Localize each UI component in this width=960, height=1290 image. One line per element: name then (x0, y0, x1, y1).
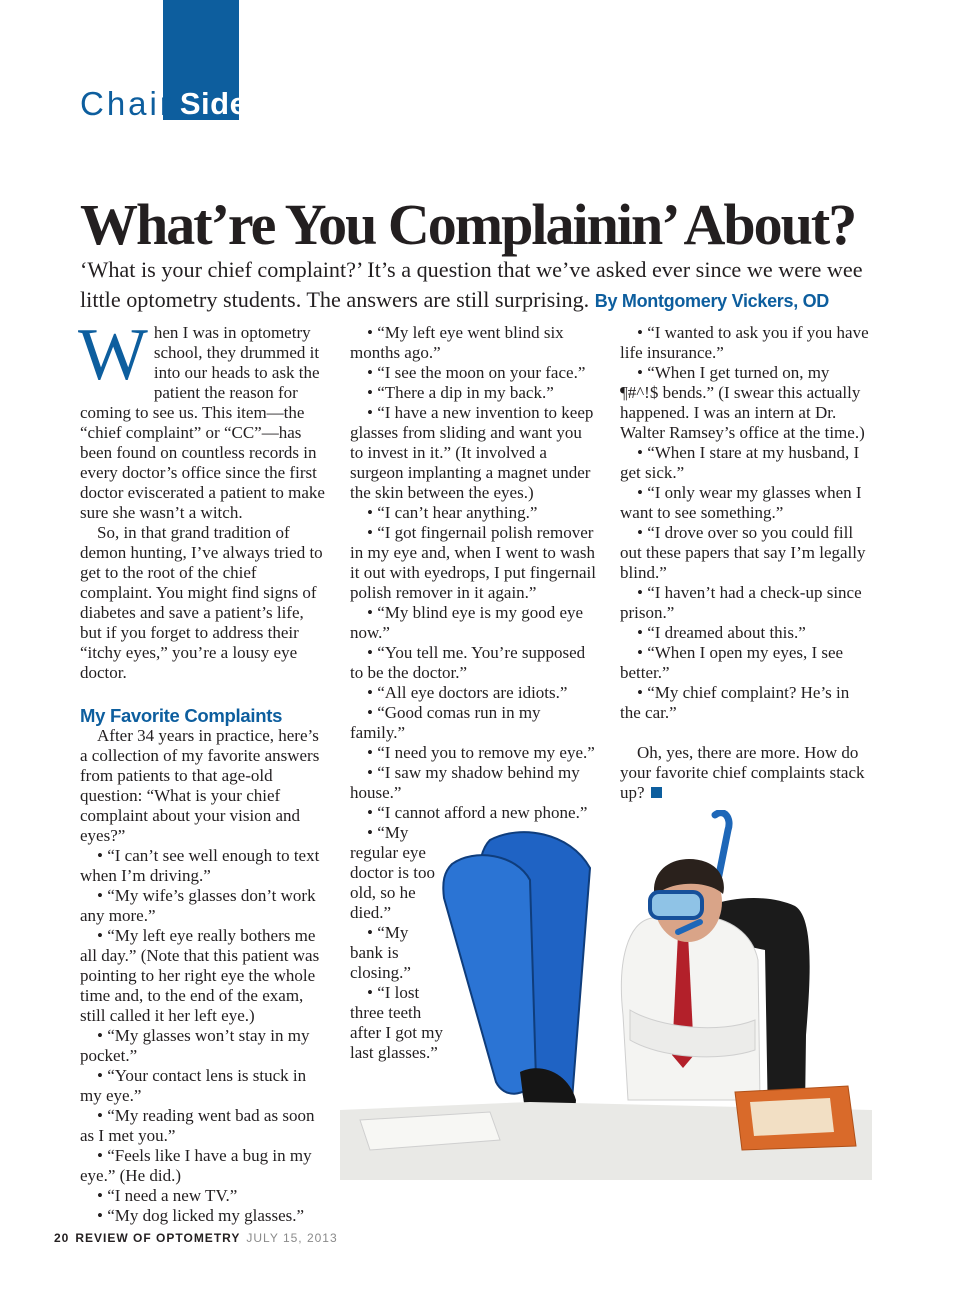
complaint-item: • “There a dip in my back.” (367, 383, 554, 402)
complaint-item: • “All eye doctors are idiots.” (367, 683, 568, 702)
section-label (80, 84, 247, 124)
complaint-item: • “When I open my eyes, I see better.” (620, 643, 844, 682)
complaint-item: • “I dreamed about this.” (637, 623, 806, 642)
paragraph-2: So, in that grand tradition of demon hunting, I’ve always tried to get to the root of the chief complaint. You might find signs of diabetes and save a patient’s life, but if you forget to address their “itchy eyes,” you’re a lousy eye doctor. (80, 523, 323, 682)
complaint-item: • “My left eye really bothers me all day.” (Note that this patient was pointing to her right eye the whole time and, to the end of the exam, still called it her left eye.) (80, 926, 320, 1025)
deck-text: ‘What is your chief complaint?’ It’s a question that we’ve asked ever since we were wee little optometry students. The answers are still surprising. (80, 257, 863, 312)
dive-mask (650, 892, 702, 918)
complaint-item: • “I can’t hear anything.” (367, 503, 538, 522)
subhead: My Favorite Complaints (80, 705, 283, 726)
section-label-chair: Chair (80, 85, 174, 122)
end-mark-icon (651, 787, 662, 798)
complaint-item: • “I see the moon on your face.” (367, 363, 586, 382)
complaint-item: • “My wife’s glasses don’t work any more.” (80, 886, 316, 925)
complaint-item: • “My chief complaint? He’s in the car.” (620, 683, 850, 722)
complaint-item: • “My glasses won’t stay in my pocket.” (80, 1026, 310, 1065)
blue-flipper-2 (443, 855, 536, 1094)
complaint-item: • “My left eye went blind six months ago.” (350, 323, 564, 362)
complaint-item: • “My blind eye is my good eye now.” (350, 603, 584, 642)
complaint-item: • “I need you to remove my eye.” (367, 743, 595, 762)
complaint-item: • “You tell me. You’re supposed to be the doctor.” (350, 643, 586, 682)
complaint-item: • “I need a new TV.” (97, 1186, 238, 1205)
doctor-snorkel-photo (340, 810, 872, 1180)
complaint-item: • “My dog licked my glasses.” (97, 1206, 305, 1225)
byline: By Montgomery Vickers, OD (594, 291, 830, 311)
complaint-item: • “My bank is closing.” (350, 923, 411, 982)
complaint-item: • “I saw my shadow behind my house.” (350, 763, 580, 802)
complaint-item: • “I wanted to ask you if you have life insurance.” (620, 323, 869, 362)
complaint-item: • “I cannot afford a new phone.” (367, 803, 588, 822)
complaint-item: • “I can’t see well enough to text when I’m driving.” (80, 846, 320, 885)
complaint-item: • “My reading went bad as soon as I met you.” (80, 1106, 315, 1145)
paragraph-3: After 34 years in practice, here’s a collection of my favorite answers from patients to that age-old question: “What is your chief complaint about your vision and eyes?” (80, 726, 320, 845)
closing-text: Oh, yes, there are more. How do your favorite chief complaints stack up? (620, 743, 865, 802)
deck (80, 255, 890, 316)
complaint-item: • “I haven’t had a check-up since prison.” (620, 583, 862, 622)
complaint-item: • “I lost three teeth after I got my last glasses.” (350, 983, 443, 1062)
page-footer (54, 1231, 338, 1245)
intro-paragraph (78, 314, 326, 523)
drop-cap: W (78, 314, 148, 396)
complaint-item: • “My regular eye doctor is too old, so he died.” (350, 823, 435, 922)
section-label-side: Side (179, 86, 248, 121)
complaint-item: • “Good comas run in my family.” (350, 703, 541, 742)
magazine-name: REVIEW OF OPTOMETRY (75, 1231, 241, 1245)
complaint-item: • “I drove over so you could fill out these papers that say I’m legally blind.” (620, 523, 866, 582)
column-1 (78, 314, 326, 1226)
issue-date: JULY 15, 2013 (246, 1231, 338, 1245)
complaint-item: • “Your contact lens is stuck in my eye.” (80, 1066, 307, 1105)
complaint-item: • “I have a new invention to keep glasses from sliding and want you to invest in it.” (It involved a surgeon implanting a magnet under the skin between the eyes.) (350, 403, 594, 502)
page-number: 20 (54, 1231, 70, 1245)
closing-paragraph (620, 743, 870, 803)
intro-text: hen I was in optometry school, they drummed it into our heads to ask the patient the reason for coming to see us. This item—the “chief complaint” or “CC”—has been found on countless records in every doctor’s office since the first doctor eviscerated a patient to make sure she wasn’t a witch. (80, 323, 325, 522)
complaint-item: • “Feels like I have a bug in my eye.” (He did.) (80, 1146, 312, 1185)
complaint-item: • “When I get turned on, my ¶#^!$ bends.” (I swear this actually happened. I was an intern at Dr. Walter Ramsey’s office at the time.) (620, 363, 865, 442)
headline: What’re You Complainin’ About? (80, 192, 856, 257)
complaint-item: • “I only wear my glasses when I want to see something.” (620, 483, 862, 522)
column-3 (620, 323, 870, 803)
magazine-cover (750, 1098, 834, 1136)
complaint-item: • “When I stare at my husband, I get sick.” (620, 443, 860, 482)
complaint-item: • “I got fingernail polish remover in my eye and, when I went to wash it out with eyedrops, I put fingernail polish remover in it again.” (350, 523, 596, 602)
